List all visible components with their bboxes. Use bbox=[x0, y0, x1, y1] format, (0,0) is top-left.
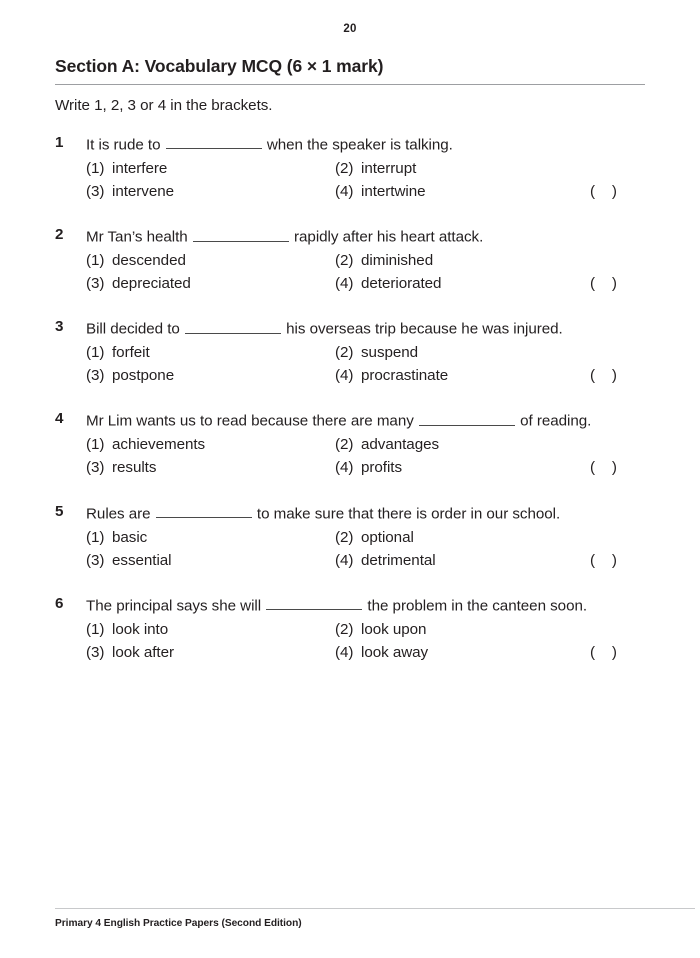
option-row bbox=[86, 641, 645, 664]
option-text: forfeit bbox=[112, 344, 150, 362]
footer-text: Primary 4 English Practice Papers (Second Edition) bbox=[55, 918, 302, 929]
question-item bbox=[55, 595, 645, 664]
option-label: (1) bbox=[86, 528, 105, 546]
option-text: diminished bbox=[361, 252, 434, 270]
option-row bbox=[86, 272, 645, 295]
question-body bbox=[86, 134, 645, 203]
option-label: (2) bbox=[335, 436, 354, 454]
stem-text-after: his overseas trip because he was injured. bbox=[286, 320, 563, 338]
stem-text-after: the problem in the canteen soon. bbox=[367, 597, 588, 615]
answer-blank[interactable] bbox=[166, 134, 262, 149]
option-label: (2) bbox=[335, 344, 354, 362]
option-label: (3) bbox=[86, 459, 105, 477]
option-text: look after bbox=[112, 643, 174, 661]
option-label: (1) bbox=[86, 344, 105, 362]
question-item bbox=[55, 503, 645, 572]
option-3[interactable] bbox=[86, 272, 335, 295]
option-4[interactable] bbox=[335, 272, 590, 295]
option-4[interactable] bbox=[335, 180, 590, 203]
option-3[interactable] bbox=[86, 641, 335, 664]
answer-bracket[interactable]: ( ) bbox=[590, 551, 617, 569]
option-text: basic bbox=[112, 528, 148, 546]
page-footer bbox=[55, 908, 695, 929]
option-text: interrupt bbox=[361, 159, 417, 177]
option-1[interactable] bbox=[86, 526, 335, 549]
option-label: (2) bbox=[335, 252, 354, 270]
option-row bbox=[86, 526, 645, 549]
option-label: (3) bbox=[86, 643, 105, 661]
question-stem bbox=[86, 226, 645, 248]
question-body bbox=[86, 595, 645, 664]
question-item bbox=[55, 318, 645, 387]
option-text: procrastinate bbox=[361, 367, 449, 385]
question-stem bbox=[86, 410, 645, 432]
option-row bbox=[86, 341, 645, 364]
option-label: (4) bbox=[335, 643, 354, 661]
question-body bbox=[86, 318, 645, 387]
stem-text-after: rapidly after his heart attack. bbox=[294, 228, 484, 246]
question-item bbox=[55, 410, 645, 479]
option-label: (4) bbox=[335, 183, 354, 201]
answer-bracket[interactable]: ( ) bbox=[590, 643, 617, 661]
option-text: deteriorated bbox=[361, 275, 442, 293]
option-4[interactable] bbox=[335, 549, 590, 572]
option-3[interactable] bbox=[86, 456, 335, 479]
question-stem bbox=[86, 503, 645, 525]
option-label: (4) bbox=[335, 551, 354, 569]
option-2[interactable] bbox=[335, 618, 590, 641]
option-group bbox=[86, 618, 645, 664]
stem-text-after: of reading. bbox=[520, 412, 592, 430]
option-group bbox=[86, 341, 645, 387]
option-label: (1) bbox=[86, 159, 105, 177]
option-text: descended bbox=[112, 252, 186, 270]
stem-text-before: The principal says she will bbox=[86, 597, 262, 615]
option-2[interactable] bbox=[335, 433, 590, 456]
stem-text-before: Bill decided to bbox=[86, 320, 180, 338]
option-label: (2) bbox=[335, 620, 354, 638]
page-number: 20 bbox=[343, 23, 357, 35]
option-label: (2) bbox=[335, 159, 354, 177]
question-body bbox=[86, 410, 645, 479]
option-2[interactable] bbox=[335, 341, 590, 364]
option-3[interactable] bbox=[86, 549, 335, 572]
option-text: depreciated bbox=[112, 275, 191, 293]
question-item bbox=[55, 134, 645, 203]
question-number: 1 bbox=[55, 134, 64, 151]
answer-bracket[interactable]: ( ) bbox=[590, 367, 617, 385]
option-text: interfere bbox=[112, 159, 168, 177]
option-row bbox=[86, 180, 645, 203]
option-row bbox=[86, 456, 645, 479]
option-1[interactable] bbox=[86, 433, 335, 456]
option-text: detrimental bbox=[361, 551, 436, 569]
section-instruction: Write 1, 2, 3 or 4 in the brackets. bbox=[55, 97, 273, 114]
answer-blank[interactable] bbox=[266, 595, 362, 610]
option-row bbox=[86, 549, 645, 572]
answer-bracket[interactable]: ( ) bbox=[590, 459, 617, 477]
answer-blank[interactable] bbox=[185, 318, 281, 333]
answer-blank[interactable] bbox=[156, 503, 252, 518]
option-2[interactable] bbox=[335, 249, 590, 272]
question-number: 3 bbox=[55, 318, 64, 336]
question-number: 4 bbox=[55, 410, 64, 428]
stem-text-before: It is rude to bbox=[86, 136, 161, 154]
option-text: postpone bbox=[112, 367, 175, 385]
option-label: (1) bbox=[86, 436, 105, 454]
stem-text-after: to make sure that there is order in our school. bbox=[256, 505, 561, 522]
option-4[interactable] bbox=[335, 364, 590, 387]
option-label: (3) bbox=[86, 551, 105, 569]
question-number: 2 bbox=[55, 226, 64, 244]
option-label: (3) bbox=[86, 183, 105, 201]
answer-blank[interactable] bbox=[419, 410, 515, 425]
option-text: profits bbox=[361, 459, 403, 477]
option-4[interactable] bbox=[335, 456, 590, 479]
stem-text-after: when the speaker is talking. bbox=[266, 136, 453, 154]
option-text: achievements bbox=[112, 436, 206, 454]
option-4[interactable] bbox=[335, 641, 590, 664]
option-text: look upon bbox=[361, 620, 427, 638]
question-stem bbox=[86, 134, 645, 156]
option-group bbox=[86, 433, 645, 479]
option-text: results bbox=[112, 459, 157, 477]
option-label: (4) bbox=[335, 459, 354, 477]
question-stem bbox=[86, 595, 645, 617]
option-label: (2) bbox=[335, 528, 354, 546]
option-row bbox=[86, 433, 645, 456]
question-body bbox=[86, 226, 645, 295]
option-1[interactable] bbox=[86, 249, 335, 272]
option-1[interactable] bbox=[86, 157, 335, 180]
option-text: intervene bbox=[112, 183, 175, 201]
option-label: (1) bbox=[86, 620, 105, 638]
answer-bracket[interactable]: ( ) bbox=[590, 275, 617, 293]
option-text: look away bbox=[361, 643, 429, 661]
option-group bbox=[86, 526, 645, 572]
question-number: 5 bbox=[55, 502, 64, 520]
stem-text-before: Rules are bbox=[86, 505, 151, 522]
answer-bracket[interactable]: ( ) bbox=[590, 183, 617, 201]
question-number: 6 bbox=[55, 594, 64, 612]
option-3[interactable] bbox=[86, 180, 335, 203]
option-group bbox=[86, 157, 645, 203]
option-row bbox=[86, 249, 645, 272]
option-label: (3) bbox=[86, 275, 105, 293]
option-text: optional bbox=[361, 528, 414, 546]
option-text: advantages bbox=[361, 436, 440, 454]
option-1[interactable] bbox=[86, 341, 335, 364]
option-label: (4) bbox=[335, 275, 354, 293]
page-content bbox=[55, 56, 645, 687]
option-row bbox=[86, 157, 645, 180]
question-stem bbox=[86, 318, 645, 340]
option-text: intertwine bbox=[361, 183, 426, 201]
option-label: (1) bbox=[86, 252, 105, 270]
option-text: look into bbox=[112, 620, 169, 638]
option-row bbox=[86, 364, 645, 387]
stem-text-before: Mr Lim wants us to read because there are many bbox=[86, 412, 414, 430]
option-1[interactable] bbox=[86, 618, 335, 641]
option-label: (4) bbox=[335, 367, 354, 385]
question-item bbox=[55, 226, 645, 295]
answer-blank[interactable] bbox=[193, 226, 289, 241]
option-label: (3) bbox=[86, 367, 105, 385]
option-row bbox=[86, 618, 645, 641]
option-group bbox=[86, 249, 645, 295]
section-heading: Section A: Vocabulary MCQ (6 × 1 mark) bbox=[55, 56, 645, 85]
option-3[interactable] bbox=[86, 364, 335, 387]
option-2[interactable] bbox=[335, 526, 590, 549]
question-list bbox=[55, 134, 645, 664]
option-text: essential bbox=[112, 551, 172, 569]
stem-text-before: Mr Tan’s health bbox=[86, 228, 188, 246]
question-body bbox=[86, 503, 645, 572]
option-text: suspend bbox=[361, 344, 419, 362]
option-2[interactable] bbox=[335, 157, 590, 180]
